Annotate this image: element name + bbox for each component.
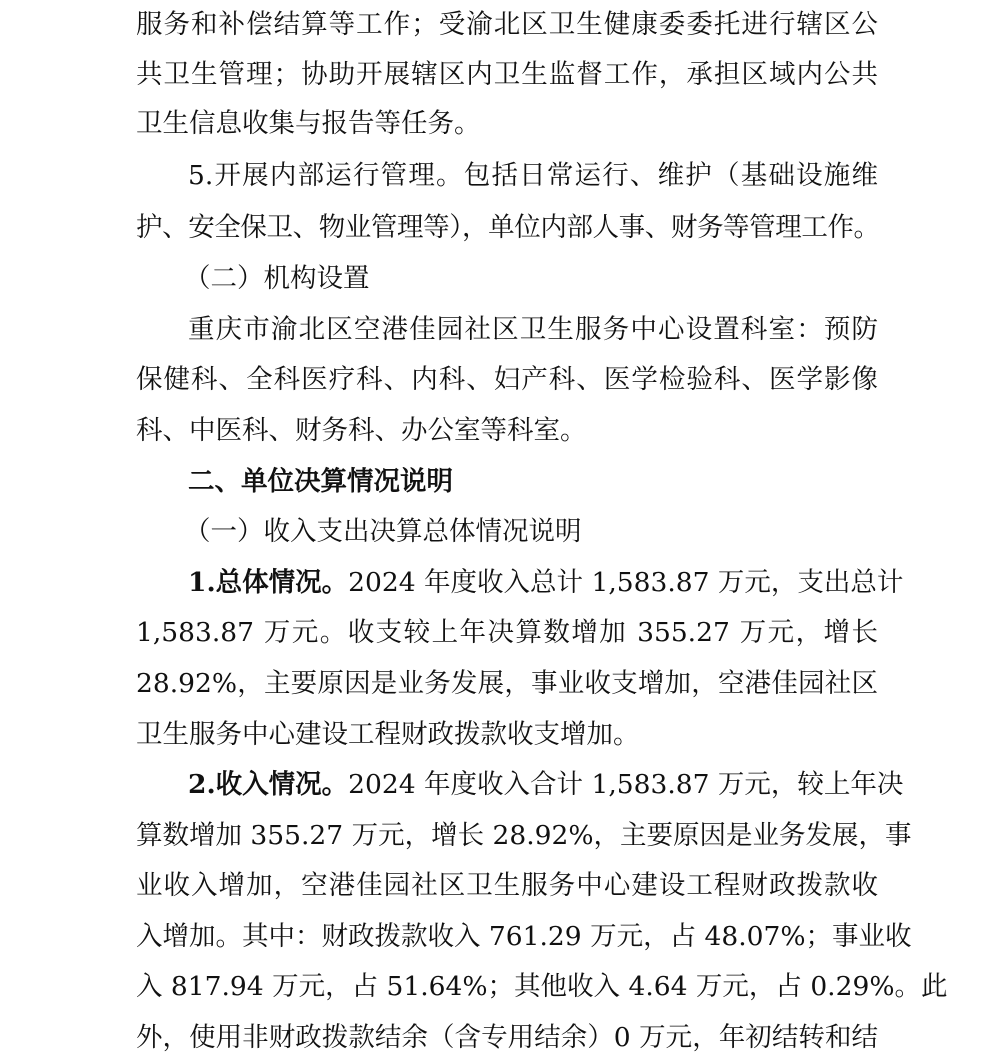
paragraph-line: 重庆市渝北区空港佳园社区卫生服务中心设置科室：预防 [188, 314, 878, 345]
chapter-heading: 二、单位决算情况说明 [188, 466, 453, 497]
paragraph-line [188, 566, 904, 600]
paragraph-line [188, 768, 904, 802]
paragraph-line: 入 817.94 万元，占 51.64%；其他收入 4.64 万元，占 0.29%。此 [136, 971, 948, 1002]
section-heading-org-setup: （二）机构设置 [184, 263, 370, 294]
paragraph-line: 入增加。其中：财政拨款收入 761.29 万元，占 48.07%；事业收 [136, 921, 912, 952]
paragraph-line: 算数增加 355.27 万元，增长 28.92%，主要原因是业务发展，事 [136, 820, 912, 851]
paragraph-line: 5.开展内部运行管理。包括日常运行、维护（基础设施维 [188, 160, 878, 191]
paragraph-line: 护、安全保卫、物业管理等），单位内部人事、财务等管理工作。 [136, 212, 880, 243]
paragraph-line: 保健科、全科医疗科、内科、妇产科、医学检验科、医学影像 [136, 364, 878, 395]
lead-overall: 1.总体情况。 [188, 567, 349, 598]
paragraph-line: 共卫生管理；协助开展辖区内卫生监督工作，承担区域内公共 [136, 59, 878, 90]
paragraph-line: 科、中医科、财务科、办公室等科室。 [136, 415, 587, 446]
paragraph-line: 卫生信息收集与报告等任务。 [136, 108, 481, 139]
paragraph-text: 2024 年度收入合计 1,583.87 万元，较上年决 [348, 769, 904, 800]
paragraph-line: 服务和补偿结算等工作；受渝北区卫生健康委委托进行辖区公 [136, 9, 878, 40]
lead-income: 2.收入情况。 [188, 769, 349, 800]
paragraph-line: 28.92%，主要原因是业务发展，事业收支增加，空港佳园社区 [136, 668, 878, 699]
paragraph-line: 业收入增加，空港佳园社区卫生服务中心建设工程财政拨款收 [136, 870, 878, 901]
paragraph-line: 卫生服务中心建设工程财政拨款收支增加。 [136, 719, 640, 750]
paragraph-text: 2024 年度收入总计 1,583.87 万元，支出总计 [348, 567, 904, 598]
section-heading-overview: （一）收入支出决算总体情况说明 [184, 516, 582, 547]
paragraph-line: 1,583.87 万元。收支较上年决算数增加 355.27 万元，增长 [136, 617, 878, 648]
paragraph-line: 外，使用非财政拨款结余（含专用结余）0 万元，年初结转和结 [136, 1022, 878, 1053]
